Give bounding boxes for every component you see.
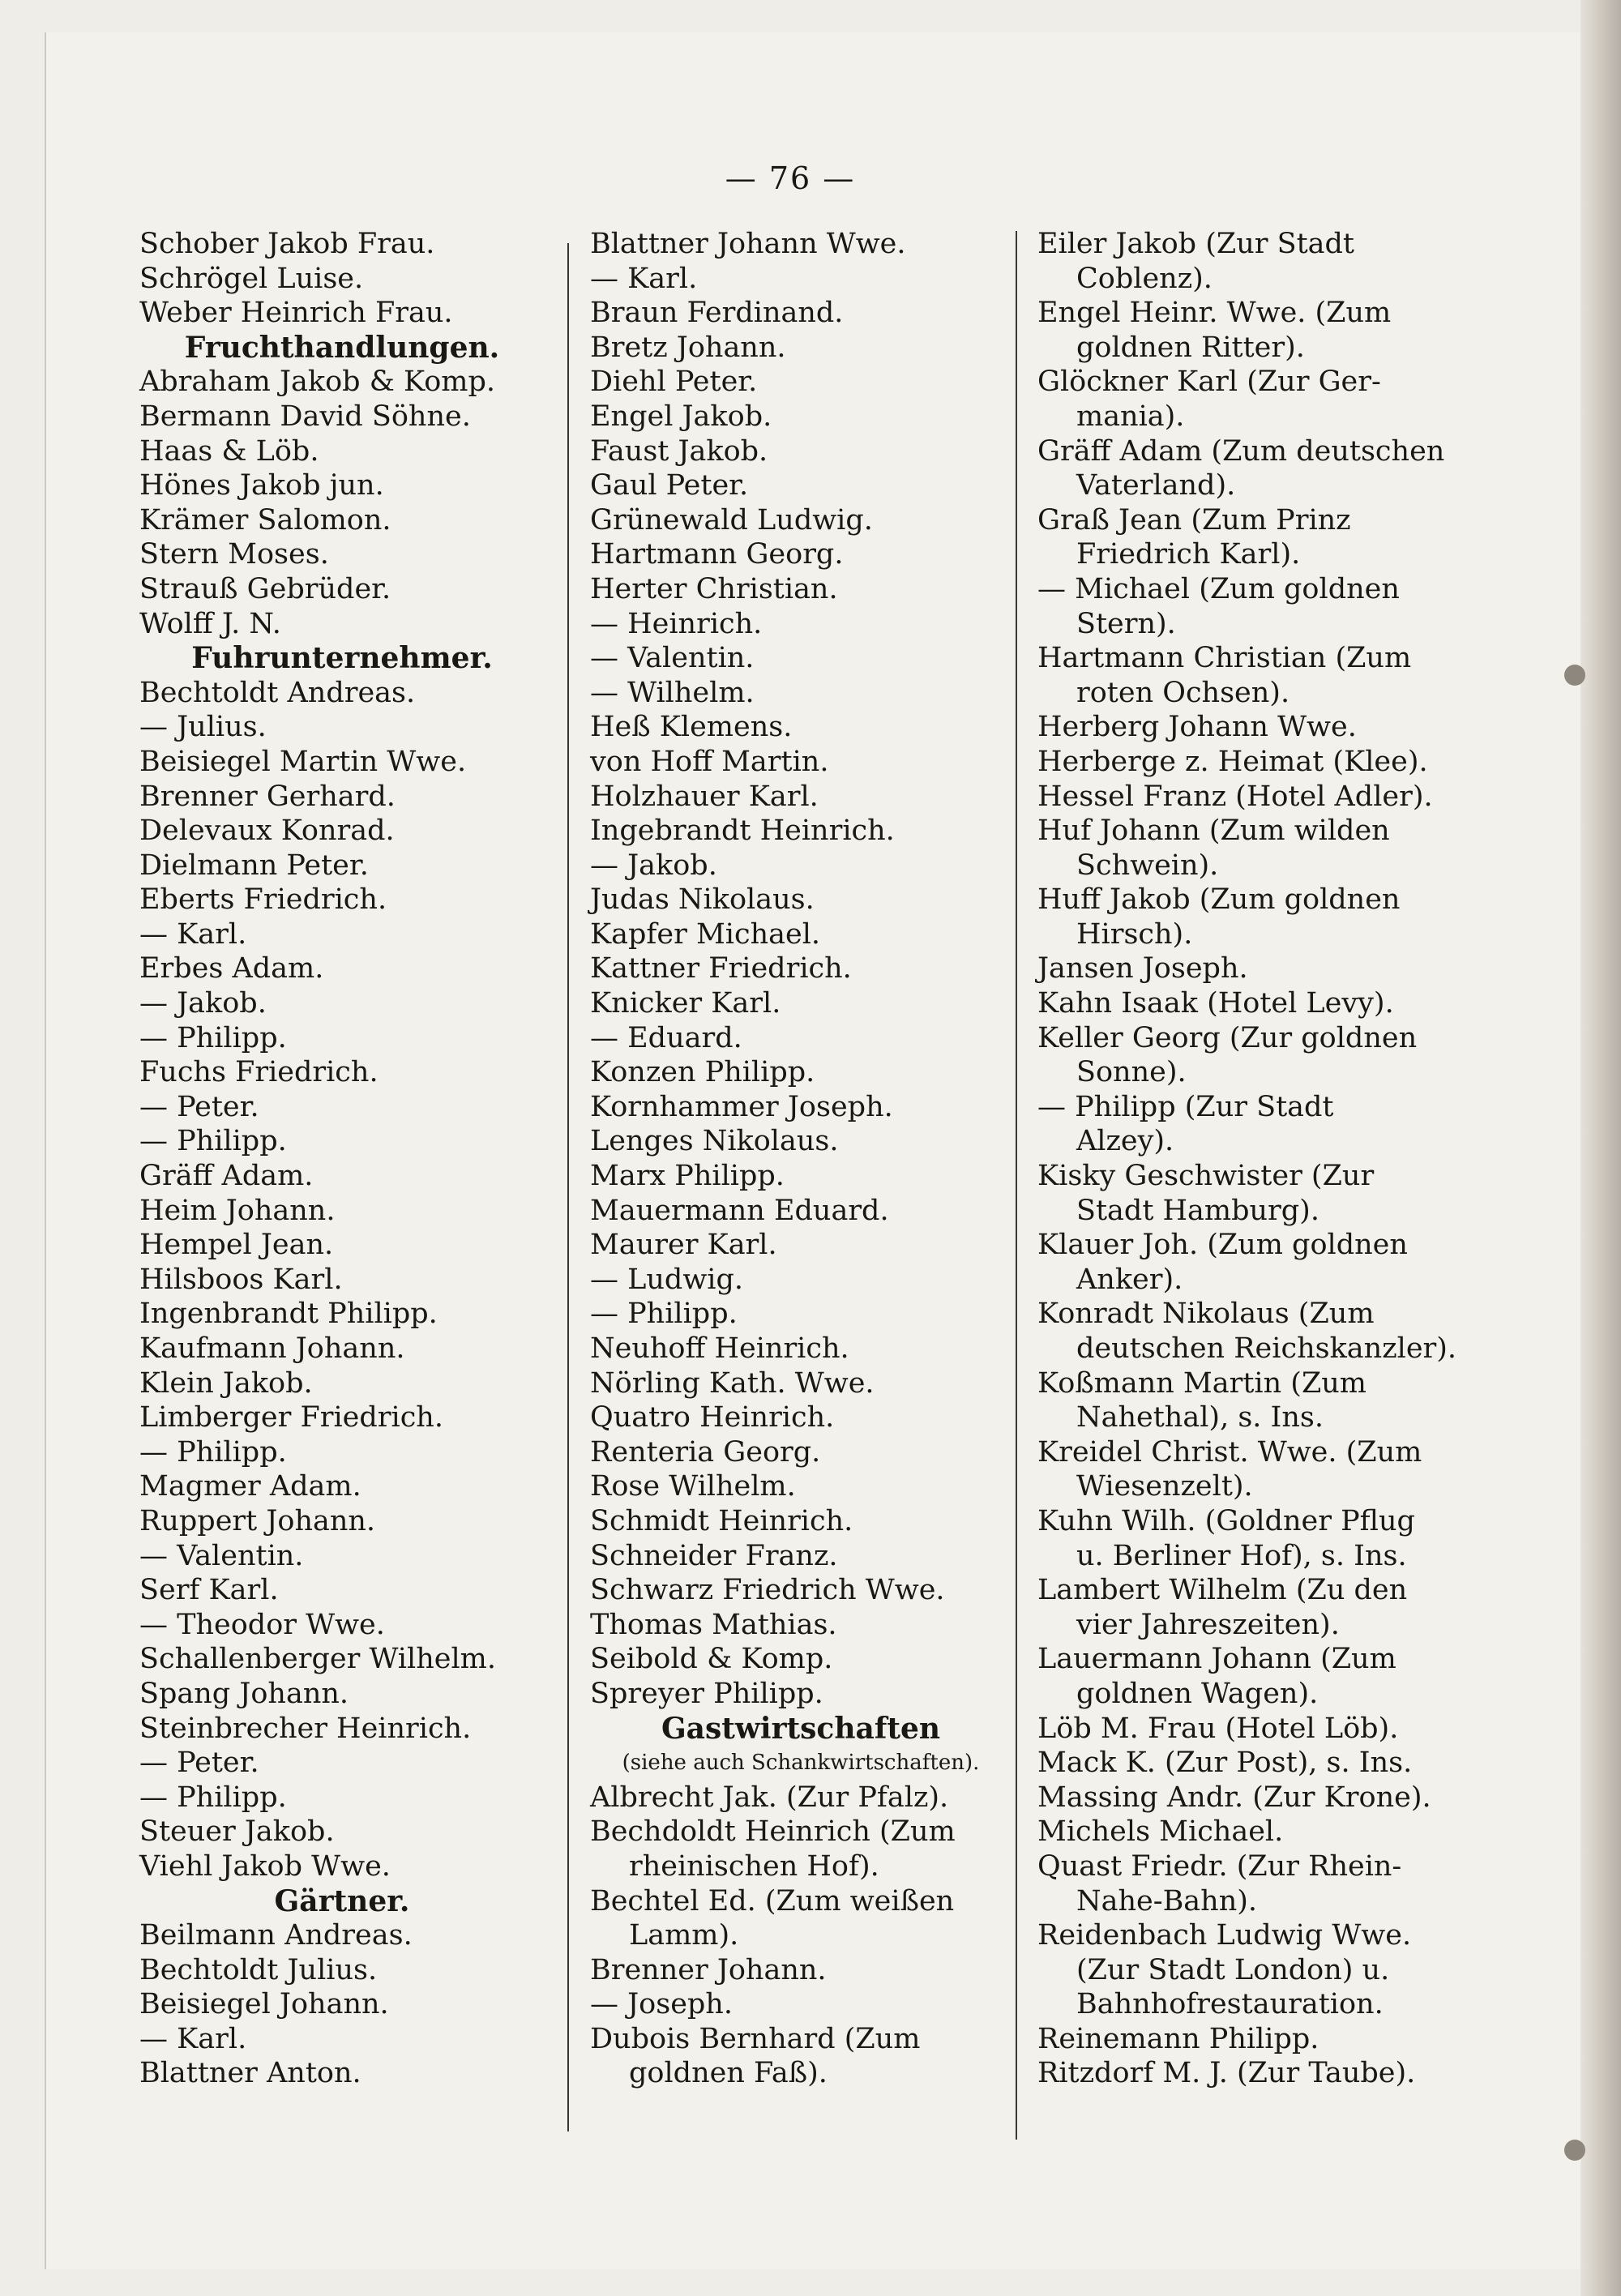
directory-entry: Stern Moses. xyxy=(139,538,329,571)
directory-entry: Grünewald Ludwig. xyxy=(590,503,873,537)
entry-continuation: rheinischen Hof). xyxy=(629,1849,879,1883)
section-heading: Gastwirtschaften xyxy=(661,1711,941,1746)
directory-entry: Haas & Löb. xyxy=(139,434,319,468)
entry-continuation: Hirsch). xyxy=(1076,917,1193,951)
section-heading: Gärtner. xyxy=(274,1883,410,1918)
directory-entry: — Ludwig. xyxy=(590,1263,743,1296)
directory-entry: Bechtoldt Andreas. xyxy=(139,676,416,709)
directory-entry: Lambert Wilhelm (Zu den xyxy=(1037,1574,1408,1607)
directory-entry: Strauß Gebrüder. xyxy=(139,572,391,605)
directory-entry: Kreidel Christ. Wwe. (Zum xyxy=(1037,1435,1422,1469)
entry-continuation: Bahnhofrestauration. xyxy=(1076,1988,1384,2021)
entry-continuation: Schwein). xyxy=(1076,849,1219,882)
binding-hole xyxy=(1564,2140,1585,2161)
page-number: — 76 — xyxy=(725,160,856,196)
directory-entry: Hartmann Georg. xyxy=(590,538,844,571)
entry-continuation: (Zur Stadt London) u. xyxy=(1076,1953,1390,1986)
directory-entry: Spang Johann. xyxy=(139,1677,349,1710)
directory-entry: — Peter. xyxy=(139,1090,259,1123)
directory-entry: Beisiegel Martin Wwe. xyxy=(139,745,467,778)
directory-entry: Spreyer Philipp. xyxy=(590,1677,823,1710)
directory-entry: Graß Jean (Zum Prinz xyxy=(1037,503,1351,537)
entry-continuation: u. Berliner Hof), s. Ins. xyxy=(1076,1539,1407,1572)
directory-entry: — Philipp. xyxy=(139,1125,287,1158)
directory-entry: — Peter. xyxy=(139,1747,259,1780)
directory-entry: Krämer Salomon. xyxy=(139,503,391,537)
section-heading: Fruchthandlungen. xyxy=(184,330,500,365)
directory-entry: Gräff Adam. xyxy=(139,1160,314,1193)
directory-entry: — Philipp. xyxy=(590,1298,738,1331)
directory-entry: — Philipp (Zur Stadt xyxy=(1037,1090,1334,1123)
directory-entry: — Karl. xyxy=(590,262,698,295)
directory-entry: Steuer Jakob. xyxy=(139,1815,335,1849)
directory-entry: Serf Karl. xyxy=(139,1574,279,1607)
directory-entry: Beisiegel Johann. xyxy=(139,1988,389,2021)
entry-continuation: goldnen Faß). xyxy=(629,2057,828,2090)
directory-entry: Heim Johann. xyxy=(139,1194,336,1227)
directory-entry: Kisky Geschwister (Zur xyxy=(1037,1160,1375,1193)
directory-entry: Kuhn Wilh. (Goldner Pflug xyxy=(1037,1504,1415,1537)
directory-entry: Delevaux Konrad. xyxy=(139,815,395,848)
entry-continuation: Nahethal), s. Ins. xyxy=(1076,1401,1324,1434)
directory-entry: Knicker Karl. xyxy=(590,987,781,1020)
directory-entry: Glöckner Karl (Zur Ger- xyxy=(1037,366,1381,399)
directory-entry: Kahn Isaak (Hotel Levy). xyxy=(1037,987,1394,1020)
directory-entry: Konradt Nikolaus (Zum xyxy=(1037,1298,1375,1331)
directory-entry: Brenner Gerhard. xyxy=(139,780,396,813)
entry-continuation: goldnen Wagen). xyxy=(1076,1677,1319,1710)
directory-entry: Brenner Johann. xyxy=(590,1953,827,1986)
directory-entry: Hessel Franz (Hotel Adler). xyxy=(1037,780,1433,813)
directory-entry: Ritzdorf M. J. (Zur Taube). xyxy=(1037,2057,1416,2090)
entry-continuation: goldnen Ritter). xyxy=(1076,331,1305,364)
column-divider xyxy=(567,243,569,2131)
directory-entry: Hönes Jakob jun. xyxy=(139,469,384,502)
directory-entry: Huff Jakob (Zum goldnen xyxy=(1037,883,1401,917)
directory-entry: Koßmann Martin (Zum xyxy=(1037,1366,1367,1400)
directory-entry: Schallenberger Wilhelm. xyxy=(139,1643,496,1676)
directory-entry: Gaul Peter. xyxy=(590,469,749,502)
directory-entry: Konzen Philipp. xyxy=(590,1056,815,1089)
entry-continuation: deutschen Reichskanzler). xyxy=(1076,1332,1457,1365)
directory-entry: Erbes Adam. xyxy=(139,952,324,986)
directory-column-2 xyxy=(590,227,1012,2091)
entry-continuation: Coblenz). xyxy=(1076,262,1213,295)
directory-entry: Hilsboos Karl. xyxy=(139,1263,343,1296)
directory-entry: Blattner Johann Wwe. xyxy=(590,228,906,260)
directory-entry: — Theodor Wwe. xyxy=(139,1608,385,1641)
directory-entry: Steinbrecher Heinrich. xyxy=(139,1712,472,1745)
directory-entry: Judas Nikolaus. xyxy=(590,883,815,917)
directory-entry: Herberg Johann Wwe. xyxy=(1037,711,1357,744)
directory-entry: Herter Christian. xyxy=(590,572,838,605)
directory-entry: Gräff Adam (Zum deutschen xyxy=(1037,434,1445,468)
directory-entry: Kornhammer Joseph. xyxy=(590,1090,893,1123)
directory-entry: — Eduard. xyxy=(590,1021,742,1054)
section-heading: Fuhrunternehmer. xyxy=(191,641,493,676)
entry-continuation: Vaterland). xyxy=(1076,469,1236,502)
directory-entry: Bechdoldt Heinrich (Zum xyxy=(590,1815,956,1849)
directory-entry: Herberge z. Heimat (Klee). xyxy=(1037,745,1428,778)
directory-entry: — Jakob. xyxy=(139,987,267,1020)
directory-entry: Bechtoldt Julius. xyxy=(139,1953,378,1986)
directory-entry: von Hoff Martin. xyxy=(590,745,829,778)
directory-entry: Schmidt Heinrich. xyxy=(590,1504,853,1537)
directory-entry: Mack K. (Zur Post), s. Ins. xyxy=(1037,1747,1413,1780)
directory-entry: Lenges Nikolaus. xyxy=(590,1125,839,1158)
entry-continuation: Stern). xyxy=(1076,607,1176,640)
directory-entry: Albrecht Jak. (Zur Pfalz). xyxy=(590,1781,949,1814)
directory-entry: Thomas Mathias. xyxy=(590,1608,837,1641)
page-binding-edge xyxy=(1580,0,1621,2296)
directory-entry: Lauermann Johann (Zum xyxy=(1037,1643,1396,1676)
directory-entry: — Jakob. xyxy=(590,849,717,882)
directory-entry: Dubois Bernhard (Zum xyxy=(590,2022,921,2055)
directory-entry: — Michael (Zum goldnen xyxy=(1037,572,1400,605)
directory-entry: — Karl. xyxy=(139,917,247,951)
directory-entry: Huf Johann (Zum wilden xyxy=(1037,815,1390,848)
directory-entry: Viehl Jakob Wwe. xyxy=(139,1849,391,1883)
column-divider xyxy=(1016,231,1017,2140)
directory-entry: Eiler Jakob (Zur Stadt xyxy=(1037,228,1354,260)
entry-continuation: Wiesenzelt). xyxy=(1076,1470,1253,1503)
directory-entry: Engel Jakob. xyxy=(590,400,772,433)
directory-entry: Braun Ferdinand. xyxy=(590,297,844,330)
directory-entry: Jansen Joseph. xyxy=(1037,952,1248,986)
directory-entry: Kattner Friedrich. xyxy=(590,952,852,986)
directory-entry: Beilmann Andreas. xyxy=(139,1919,413,1952)
entry-continuation: Anker). xyxy=(1076,1263,1183,1296)
directory-entry: — Karl. xyxy=(139,2022,247,2055)
entry-continuation: Lamm). xyxy=(629,1919,739,1952)
directory-entry: Schneider Franz. xyxy=(590,1539,838,1572)
directory-entry: Ingebrandt Heinrich. xyxy=(590,815,895,848)
directory-entry: Massing Andr. (Zur Krone). xyxy=(1037,1781,1431,1814)
directory-entry: Dielmann Peter. xyxy=(139,849,369,882)
directory-entry: Quast Friedr. (Zur Rhein- xyxy=(1037,1849,1402,1883)
directory-entry: Marx Philipp. xyxy=(590,1160,785,1193)
directory-entry: Holzhauer Karl. xyxy=(590,780,819,813)
directory-entry: — Valentin. xyxy=(590,642,755,675)
directory-entry: Bechtel Ed. (Zum weißen xyxy=(590,1884,955,1918)
directory-entry: — Philipp. xyxy=(139,1781,287,1814)
directory-entry: Abraham Jakob & Komp. xyxy=(139,366,495,399)
directory-entry: — Joseph. xyxy=(590,1988,733,2021)
directory-entry: Mauermann Eduard. xyxy=(590,1194,889,1227)
binding-hole xyxy=(1564,665,1585,686)
directory-entry: Schrögel Luise. xyxy=(139,262,364,295)
entry-continuation: vier Jahreszeiten). xyxy=(1076,1608,1340,1641)
directory-entry: — Valentin. xyxy=(139,1539,304,1572)
directory-column-1 xyxy=(139,227,545,2091)
directory-column-3 xyxy=(1037,227,1475,2091)
directory-entry: Schober Jakob Frau. xyxy=(139,228,435,260)
entry-continuation: mania). xyxy=(1076,400,1185,433)
directory-entry: Quatro Heinrich. xyxy=(590,1401,835,1434)
directory-entry: Magmer Adam. xyxy=(139,1470,361,1503)
entry-continuation: Nahe-Bahn). xyxy=(1076,1884,1258,1918)
entry-continuation: Sonne). xyxy=(1076,1056,1187,1089)
directory-entry: Eberts Friedrich. xyxy=(139,883,387,917)
directory-entry: Bermann David Söhne. xyxy=(139,400,471,433)
directory-entry: Ruppert Johann. xyxy=(139,1504,376,1537)
directory-entry: — Heinrich. xyxy=(590,607,763,640)
directory-entry: Reidenbach Ludwig Wwe. xyxy=(1037,1919,1412,1952)
directory-entry: Bretz Johann. xyxy=(590,331,786,364)
directory-entry: Rose Wilhelm. xyxy=(590,1470,796,1503)
directory-entry: Reinemann Philipp. xyxy=(1037,2022,1319,2055)
directory-entry: Diehl Peter. xyxy=(590,366,758,399)
directory-entry: Nörling Kath. Wwe. xyxy=(590,1366,875,1400)
directory-entry: Keller Georg (Zur goldnen xyxy=(1037,1021,1418,1054)
directory-entry: Blattner Anton. xyxy=(139,2057,361,2090)
directory-entry: Schwarz Friedrich Wwe. xyxy=(590,1574,945,1607)
directory-entry: Engel Heinr. Wwe. (Zum xyxy=(1037,297,1392,330)
directory-entry: Faust Jakob. xyxy=(590,434,768,468)
directory-entry: Hempel Jean. xyxy=(139,1229,334,1262)
directory-entry: Renteria Georg. xyxy=(590,1435,821,1469)
directory-entry: Neuhoff Heinrich. xyxy=(590,1332,849,1365)
directory-entry: Fuchs Friedrich. xyxy=(139,1056,379,1089)
section-note: (siehe auch Schankwirtschaften). xyxy=(622,1751,980,1776)
entry-continuation: roten Ochsen). xyxy=(1076,676,1290,709)
directory-entry: Kapfer Michael. xyxy=(590,917,821,951)
directory-entry: Ingenbrandt Philipp. xyxy=(139,1298,438,1331)
directory-entry: Limberger Friedrich. xyxy=(139,1401,443,1434)
directory-entry: Klauer Joh. (Zum goldnen xyxy=(1037,1229,1408,1262)
directory-entry: — Philipp. xyxy=(139,1435,287,1469)
directory-entry: Michels Michael. xyxy=(1037,1815,1284,1849)
directory-entry: Klein Jakob. xyxy=(139,1366,313,1400)
entry-continuation: Alzey). xyxy=(1076,1125,1174,1158)
directory-entry: — Julius. xyxy=(139,711,267,744)
directory-entry: — Wilhelm. xyxy=(590,676,755,709)
directory-entry: Kaufmann Johann. xyxy=(139,1332,405,1365)
entry-continuation: Friedrich Karl). xyxy=(1076,538,1301,571)
directory-entry: — Philipp. xyxy=(139,1021,287,1054)
directory-entry: Weber Heinrich Frau. xyxy=(139,297,453,330)
entry-continuation: Stadt Hamburg). xyxy=(1076,1194,1319,1227)
directory-entry: Maurer Karl. xyxy=(590,1229,777,1262)
directory-entry: Hartmann Christian (Zum xyxy=(1037,642,1412,675)
directory-entry: Wolff J. N. xyxy=(139,607,281,640)
directory-entry: Heß Klemens. xyxy=(590,711,793,744)
directory-entry: Seibold & Komp. xyxy=(590,1643,833,1676)
directory-entry: Löb M. Frau (Hotel Löb). xyxy=(1037,1712,1399,1745)
